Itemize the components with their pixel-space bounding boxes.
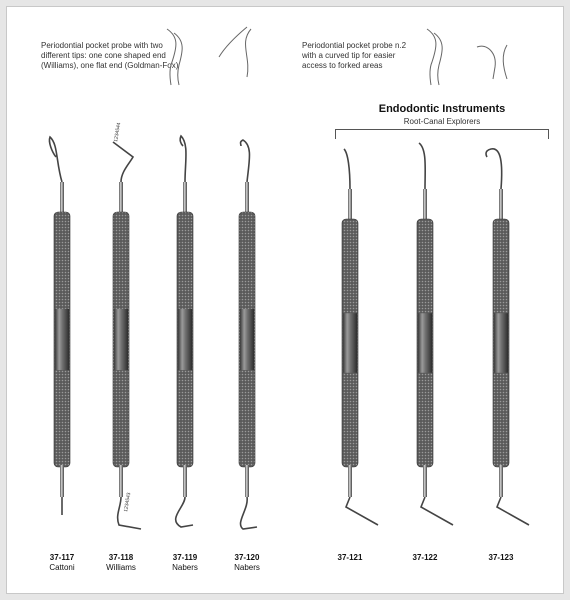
instruments-group <box>49 136 529 529</box>
instrument-code: 37-117 <box>49 553 75 562</box>
instrument-37-121 <box>342 149 378 525</box>
instrument-label <box>86 553 156 573</box>
instrument-code: 37-121 <box>337 553 363 562</box>
section-subtitle: Root-Canal Explorers <box>403 117 481 126</box>
probe2-description: Periodontial pocket probe n.2 with a curved tip for easier access to forked areas <box>302 41 407 70</box>
instrument-label <box>212 553 282 573</box>
catalog-sheet <box>6 6 564 594</box>
instrument-name: Nabers <box>172 563 198 572</box>
instrument-code: 37-118 <box>108 553 134 562</box>
instrument-name: Williams <box>106 563 136 572</box>
probe-description: Periodontial pocket probe with two different tips: one cone shaped end (Williams), one flat end (Goldman-Fox) <box>41 41 179 70</box>
tip-sketch-right <box>427 29 507 85</box>
instrument-name: Cattoni <box>49 563 75 572</box>
tip-sketch-left <box>167 27 251 85</box>
instrument-code: 37-123 <box>488 553 514 562</box>
instrument-label <box>466 553 536 563</box>
section-title: Endodontic Instruments <box>378 103 506 115</box>
instrument-37-120 <box>239 140 257 529</box>
instrument-illustrations <box>7 7 563 593</box>
instrument-code: 37-122 <box>412 553 438 562</box>
instrument-37-123 <box>486 149 529 525</box>
instrument-name: Nabers <box>234 563 260 572</box>
instrument-37-119 <box>176 136 193 527</box>
instrument-37-118 <box>113 142 141 529</box>
instrument-code: 37-120 <box>234 553 260 562</box>
instrument-label <box>150 553 220 573</box>
probe-marking-bottom: 1234543 <box>123 492 133 513</box>
instrument-37-122 <box>417 143 453 525</box>
instrument-37-117 <box>49 137 70 515</box>
instrument-code: 37-119 <box>172 553 198 562</box>
probe-marking-top: 1234544 <box>113 122 123 143</box>
instrument-label <box>315 553 385 563</box>
instrument-label <box>390 553 460 563</box>
